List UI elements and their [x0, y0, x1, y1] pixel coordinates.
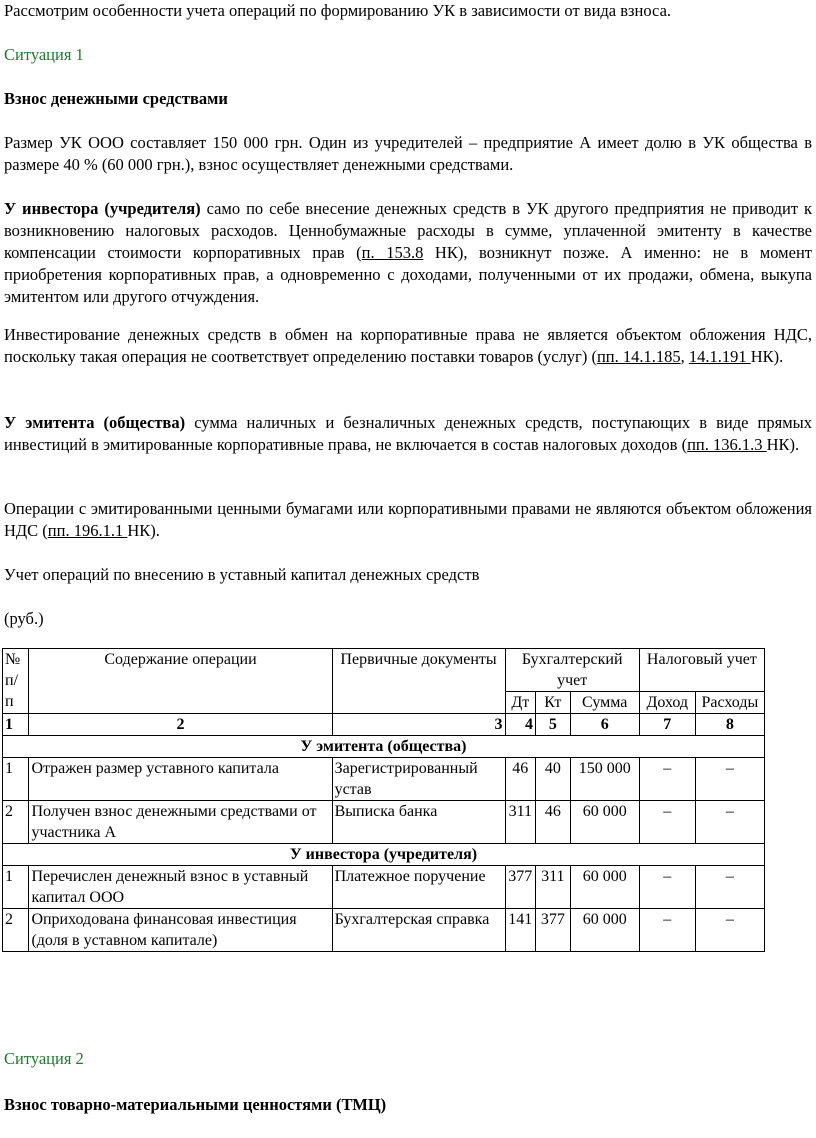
- row-kt: 377: [536, 909, 571, 952]
- header-income: Доход: [639, 692, 695, 714]
- table-row: [3, 758, 765, 801]
- paragraph-vat-securities: [4, 498, 812, 542]
- paragraph-capital-size: Размер УК ООО составляет 150 000 грн. Один из учредителей – предприятие А имеет долю в УК общества в размере 40 % (60 000 грн.), взнос осуществляет денежными средствами.: [4, 133, 812, 174]
- row-num: 2: [3, 801, 29, 844]
- vat-securities-text: Операции с эмитированными ценными бумагами или корпоративными правами не являются объектом обложения НДС (: [4, 499, 812, 540]
- header-dt: Дт: [505, 692, 536, 714]
- paragraph-issuer: [4, 412, 812, 456]
- separator: ,: [680, 347, 689, 366]
- col-number: 6: [570, 714, 639, 736]
- row-sum: 60 000: [570, 801, 639, 844]
- link-pp196-1-1[interactable]: пп. 196.1.1: [47, 521, 128, 540]
- col-number: 7: [639, 714, 695, 736]
- table-row: [3, 866, 765, 909]
- row-num: 2: [3, 909, 29, 952]
- row-expenses: –: [695, 909, 764, 952]
- row-content: Отражен размер уставного капитала: [29, 758, 332, 801]
- row-income: –: [639, 866, 695, 909]
- row-expenses: –: [695, 866, 764, 909]
- section-issuer: У эмитента (общества): [3, 736, 765, 758]
- row-num: 1: [3, 866, 29, 909]
- vat-securities-tail: НК).: [127, 521, 160, 540]
- table-row: [3, 909, 765, 952]
- header-tax: Налоговый учет: [639, 649, 764, 692]
- row-expenses: –: [695, 801, 764, 844]
- paragraph-investor: [4, 198, 812, 308]
- table-row: [3, 801, 765, 844]
- link-p153-8[interactable]: п. 153.8: [361, 243, 424, 262]
- link-pp14-1-185[interactable]: пп. 14.1.185: [596, 347, 681, 366]
- col-number: 1: [3, 714, 29, 736]
- link-pp136-1-3[interactable]: пп. 136.1.3: [687, 435, 767, 454]
- column-numbers-row: [3, 714, 765, 736]
- paragraph-vat-investment: [4, 324, 812, 368]
- header-kt: Кт: [536, 692, 571, 714]
- row-income: –: [639, 909, 695, 952]
- row-docs: Выписка банка: [332, 801, 505, 844]
- unit-label: (руб.): [4, 609, 44, 628]
- situation-1-label: Ситуация 1: [4, 45, 84, 64]
- row-content: Перечислен денежный взнос в уставный капитал ООО: [29, 866, 332, 909]
- header-accounting: Бухгалтерский учет: [505, 649, 639, 692]
- row-dt: 141: [505, 909, 536, 952]
- row-dt: 46: [505, 758, 536, 801]
- vat-investment-text: Инвестирование денежных средств в обмен на корпоративные права не является объектом обложения НДС, поскольку такая операция не соответствует определению поставки товаров (услуг) (: [4, 325, 812, 366]
- row-kt: 46: [536, 801, 571, 844]
- header-docs: Первичные документы: [332, 649, 505, 714]
- row-kt: 311: [536, 866, 571, 909]
- operations-table: [2, 648, 765, 952]
- row-dt: 311: [505, 801, 536, 844]
- col-number: 3: [332, 714, 505, 736]
- row-sum: 60 000: [570, 866, 639, 909]
- row-content: Оприходована финансовая инвестиция (доля в уставном капитале): [29, 909, 332, 952]
- issuer-text: сумма наличных и безналичных денежных средств, поступающих в виде прямых инвестиций в эмитированные корпоративные права, не включается в состав налоговых доходов (: [4, 413, 812, 454]
- header-content: Содержание операции: [29, 649, 332, 714]
- intro-text: Рассмотрим особенности учета операций по формированию УК в зависимости от вида взноса.: [4, 1, 672, 20]
- heading-goods-contribution: Взнос товарно-материальными ценностями (ТМЦ): [4, 1095, 387, 1114]
- section-investor-row: [3, 844, 765, 866]
- row-docs: Платежное поручение: [332, 866, 505, 909]
- col-number: 4: [505, 714, 536, 736]
- table-title: Учет операций по внесению в уставный капитал денежных средств: [4, 565, 480, 584]
- section-issuer-row: [3, 736, 765, 758]
- situation-2-label: Ситуация 2: [4, 1049, 84, 1068]
- row-kt: 40: [536, 758, 571, 801]
- row-income: –: [639, 758, 695, 801]
- col-number: 8: [695, 714, 764, 736]
- col-number: 2: [29, 714, 332, 736]
- investor-text: само по себе внесение денежных средств в УК другого предприятия не приводит к возникновению налоговых расходов. Ценнобумажные расходы в сумме, уплаченной эмитенту в качестве компенсации стоимости корпоративных прав (: [4, 199, 812, 262]
- row-docs: Бухгалтерская справка: [332, 909, 505, 952]
- header-sum: Сумма: [570, 692, 639, 714]
- issuer-bold: У эмитента (общества): [4, 413, 186, 432]
- investor-tail: НК), возникнут позже. А именно: не в момент приобретения корпоративных прав, а одновременно с доходами, полученными от их продажи, обмена, выкупа эмитентом или другого отчуждения.: [4, 243, 812, 306]
- investor-bold: У инвестора (учредителя): [4, 199, 201, 218]
- row-sum: 150 000: [570, 758, 639, 801]
- col-number: 5: [536, 714, 571, 736]
- link-14-1-191[interactable]: 14.1.191: [688, 347, 751, 366]
- heading-cash-contribution: Взнос денежными средствами: [4, 89, 228, 108]
- issuer-tail: НК).: [766, 435, 800, 454]
- row-income: –: [639, 801, 695, 844]
- row-content: Получен взнос денежными средствами от участника А: [29, 801, 332, 844]
- section-investor: У инвестора (учредителя): [3, 844, 765, 866]
- row-num: 1: [3, 758, 29, 801]
- header-expenses: Расходы: [695, 692, 764, 714]
- row-expenses: –: [695, 758, 764, 801]
- row-sum: 60 000: [570, 909, 639, 952]
- header-num: № п/п: [3, 649, 29, 714]
- vat-investment-tail: НК).: [750, 347, 784, 366]
- row-docs: Зарегистрированный устав: [332, 758, 505, 801]
- table-header-row: [3, 649, 765, 692]
- row-dt: 377: [505, 866, 536, 909]
